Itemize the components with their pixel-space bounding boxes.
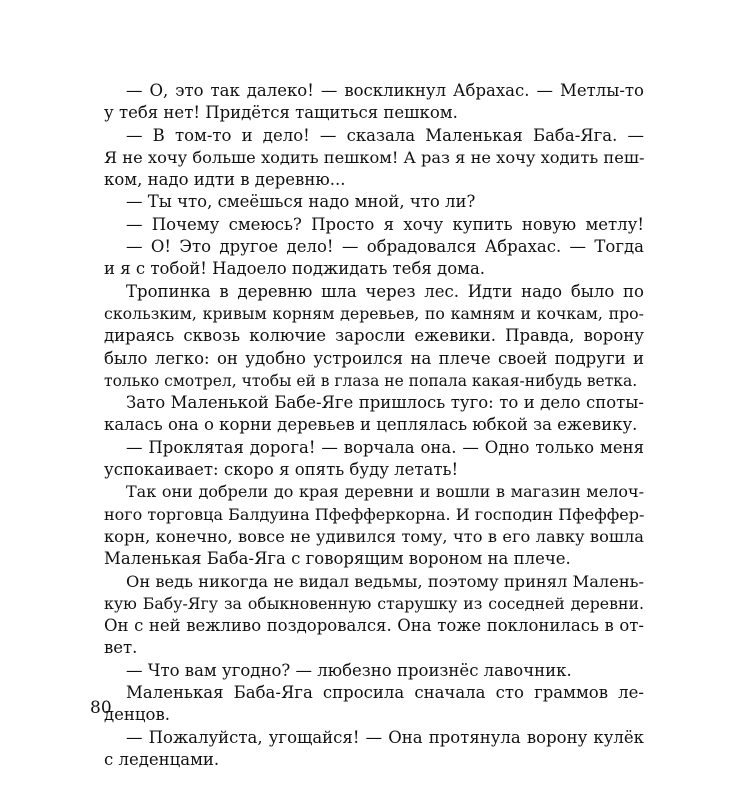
text-line: — Почему смеюсь? Просто я хочу купить новую метлу! [126, 214, 644, 234]
text-line: вет. [104, 638, 138, 658]
text-line: Маленькая Баба-Яга с говорящим вороном на плече. [104, 549, 571, 569]
text-line: калась она о корни деревьев и цеплялась юбкой за ежевику. [104, 415, 638, 435]
text-line: Он с ней вежливо поздоровался. Она тоже поклонилась в от- [104, 616, 644, 636]
text-line: Зато Маленькой Бабе-Яге пришлось туго: то и дело споты- [126, 393, 644, 413]
text-line: скользким, кривым корням деревьев, по камням и кочкам, про- [104, 303, 644, 323]
body-text [104, 80, 644, 771]
text-line: ком, надо идти в деревню... [104, 170, 346, 190]
text-line: Я не хочу больше ходить пешком! А раз я не хочу ходить пеш- [104, 147, 644, 167]
text-line: только смотрел, чтобы ей в глаза не попала какая-нибудь ветка. [104, 371, 638, 390]
text-line: успокаивает: скоро я опять буду летать! [104, 460, 459, 480]
text-line: корн, конечно, вовсе не удивился тому, что в его лавку вошла [104, 526, 644, 546]
page-number: 80 [90, 698, 112, 718]
text-line: было легко: он удобно устроился на плече своей подруги и [104, 348, 644, 368]
text-line: — О! Это другое дело! — обрадовался Абрахас. — Тогда [126, 237, 644, 257]
text-line: с леденцами. [104, 749, 220, 769]
text-line: Так они добрели до края деревни и вошли в магазин мелоч- [126, 482, 644, 502]
text-line: — В том-то и дело! — сказала Маленькая Баба-Яга. — [126, 125, 644, 145]
text-line: — Пожалуйста, угощайся! — Она протянула ворону кулёк [126, 727, 644, 747]
text-line: Тропинка в деревню шла через лес. Идти надо было по [126, 281, 644, 301]
text-line: — Проклятая дорога! — ворчала она. — Одно только меня [126, 437, 644, 457]
text-line: ного торговца Балдуина Пфефферкорна. И господин Пфеффер- [104, 504, 644, 524]
text-line: Он ведь никогда не видал ведьмы, поэтому принял Малень- [126, 571, 644, 591]
text-line: у тебя нет! Придётся тащиться пешком. [104, 103, 458, 123]
text-line: — Ты что, смеёшься надо мной, что ли? [126, 192, 476, 212]
text-line: — Что вам угодно? — любезно произнёс лавочник. [126, 660, 572, 680]
text-line: — О, это так далеко! — воскликнул Абрахас. — Метлы-то [126, 81, 644, 100]
text-line: кую Бабу-Ягу за обыкновенную старушку из соседней деревни. [104, 593, 644, 613]
text-line: и я с тобой! Надоело поджидать тебя дома. [104, 259, 486, 279]
text-line: Маленькая Баба-Яга спросила сначала сто граммов ле- [126, 683, 644, 703]
text-line: дираясь сквозь колючие заросли ежевики. Правда, ворону [104, 326, 644, 346]
text-line: денцов. [104, 705, 170, 725]
